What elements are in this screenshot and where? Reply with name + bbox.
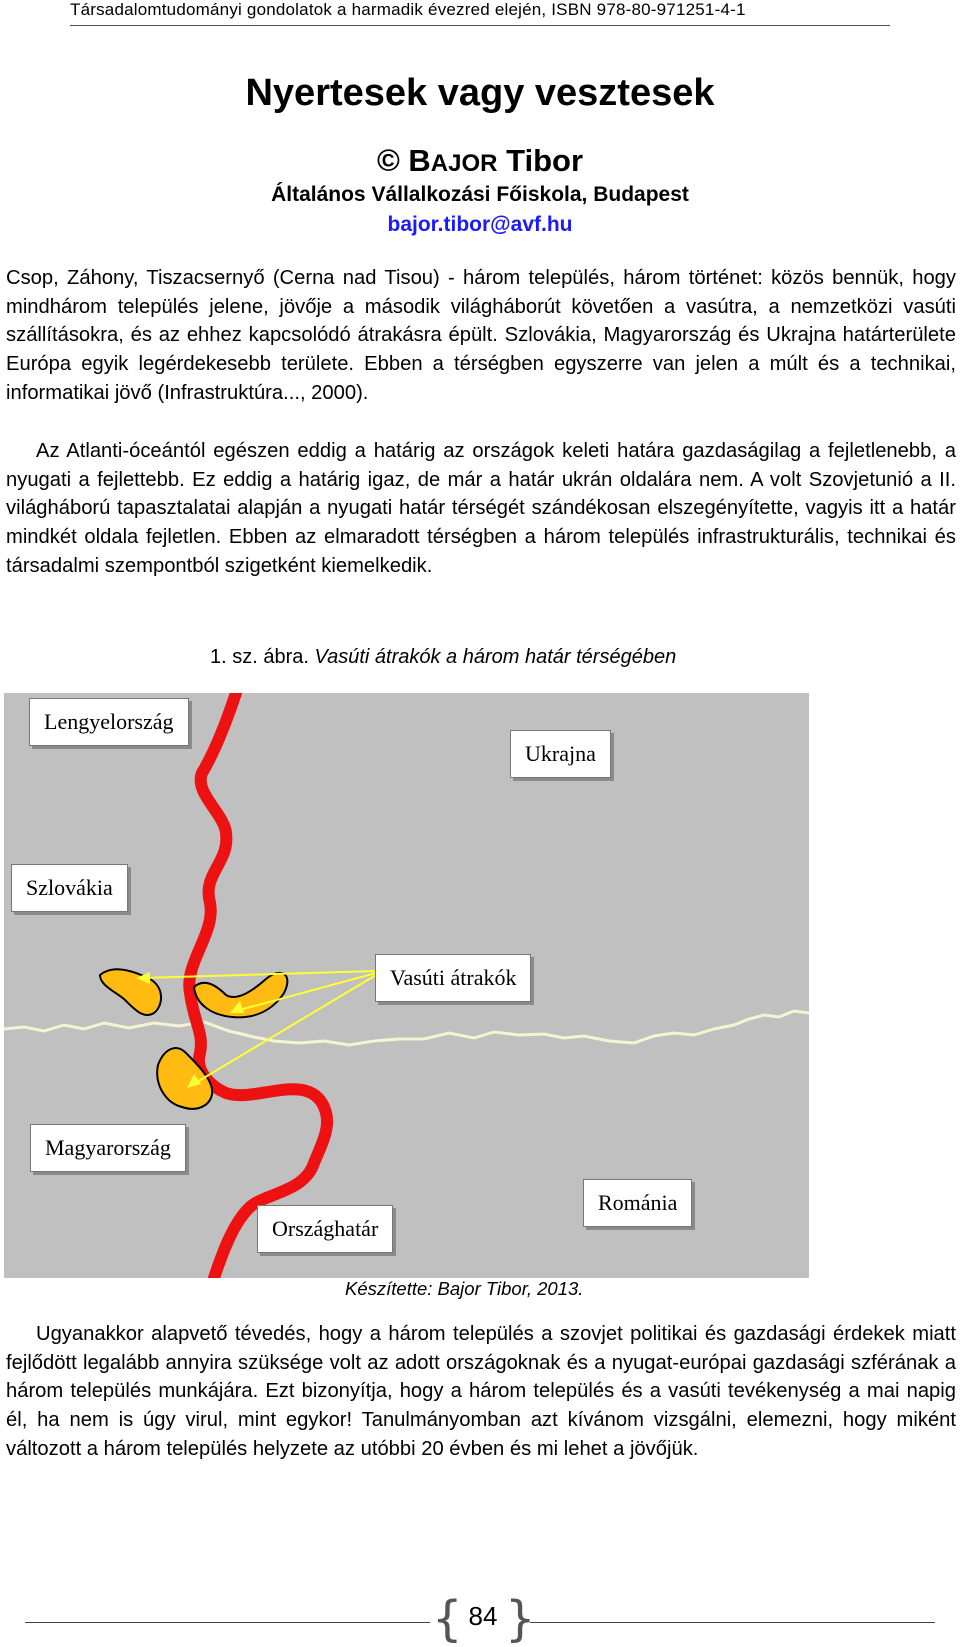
figure-caption-title: Vasúti átrakók a három határ térségében bbox=[314, 646, 677, 668]
body-paragraph-1: Csop, Záhony, Tiszacsernyő (Cerna nad Tisou) - három település, három történet: közös bennük, hogy mindhárom település jelene, jövője a második világháborút követően a vasútra, a nemzetközi vasúti szállításokra, és az ehhez kapcsolódó átrakásra épült. Szlovákia, Magyarország és Ukrajna határterülete Európa egyik legérdekesebb területe. Ebben a térségben egyszerre van jelen a múlt és a technikai, informatikai jövő (Infrastruktúra..., 2000). bbox=[6, 267, 956, 404]
figure-caption bbox=[210, 646, 676, 669]
footer-brace-left: { bbox=[432, 1591, 463, 1647]
label-slovakia: Szlovákia bbox=[11, 864, 128, 912]
footer-rule-right bbox=[530, 1622, 935, 1623]
label-romania: Románia bbox=[583, 1179, 692, 1227]
author-surname-rest: AJOR bbox=[430, 150, 498, 177]
figure-credit: Készítette: Bajor Tibor, 2013. bbox=[345, 1278, 584, 1299]
author-given-name: Tibor bbox=[506, 143, 584, 178]
footer-rule-left bbox=[25, 1622, 430, 1623]
article-title: Nyertesek vagy vesztesek bbox=[245, 72, 715, 114]
copyright-symbol: © bbox=[376, 143, 400, 178]
body-paragraph-2: Az Atlanti-óceántól egészen eddig a határig az országok keleti határa gazdaságilag a fejletlenebb, a nyugati a fejlettebb. Ez eddig a határig igaz, de már a határ ukrán oldalára nem. A volt Szovjetunió a II. világháború tapasztalatai alapján a nyugati határ térségét szándékosan elszegényítette, vagyis itt a határ mindkét oldala fejletlen. Ebben az elmaradott térségben a három település infrastrukturális, technikai és társadalmi szempontból szigetként kiemelkedik. bbox=[6, 440, 956, 577]
border-map bbox=[4, 693, 809, 1278]
label-poland: Lengyelország bbox=[29, 698, 189, 746]
label-ukraine: Ukrajna bbox=[510, 730, 611, 778]
figure-caption-number: 1. sz. ábra. bbox=[210, 646, 309, 668]
body-paragraph-3: Ugyanakkor alapvető tévedés, hogy a három település a szovjet politikai és gazdasági érdekek miatt fejlődött legalább annyira szüksége volt az adott országoknak és a nyugat-európai gazdasági szférának a három település munkájára. Ezt bizonyítja, hogy a három település és a vasúti tevékenység a mai napig él, ha nem is úgy virul, mint egykor! Tanulmányomban azt kívánom vizsgálni, elemezni, hogy miként változott a három település helyzete az utóbbi 20 évben és mi lehet a jövőjük. bbox=[6, 1323, 956, 1460]
author bbox=[0, 143, 960, 179]
footer-brace-right: } bbox=[505, 1591, 536, 1647]
running-head: Társadalomtudományi gondolatok a harmadik évezred elején, ISBN 978-80-971251-4-1 bbox=[70, 0, 890, 26]
label-transshipment: Vasúti átrakók bbox=[375, 954, 531, 1002]
affiliation: Általános Vállalkozási Főiskola, Budapest bbox=[271, 183, 689, 206]
label-border: Országhatár bbox=[257, 1205, 393, 1253]
author-email: bajor.tibor@avf.hu bbox=[387, 213, 573, 236]
label-hungary: Magyarország bbox=[30, 1124, 186, 1172]
author-surname-initial: B bbox=[408, 143, 431, 178]
page-number: 84 bbox=[468, 1601, 498, 1631]
